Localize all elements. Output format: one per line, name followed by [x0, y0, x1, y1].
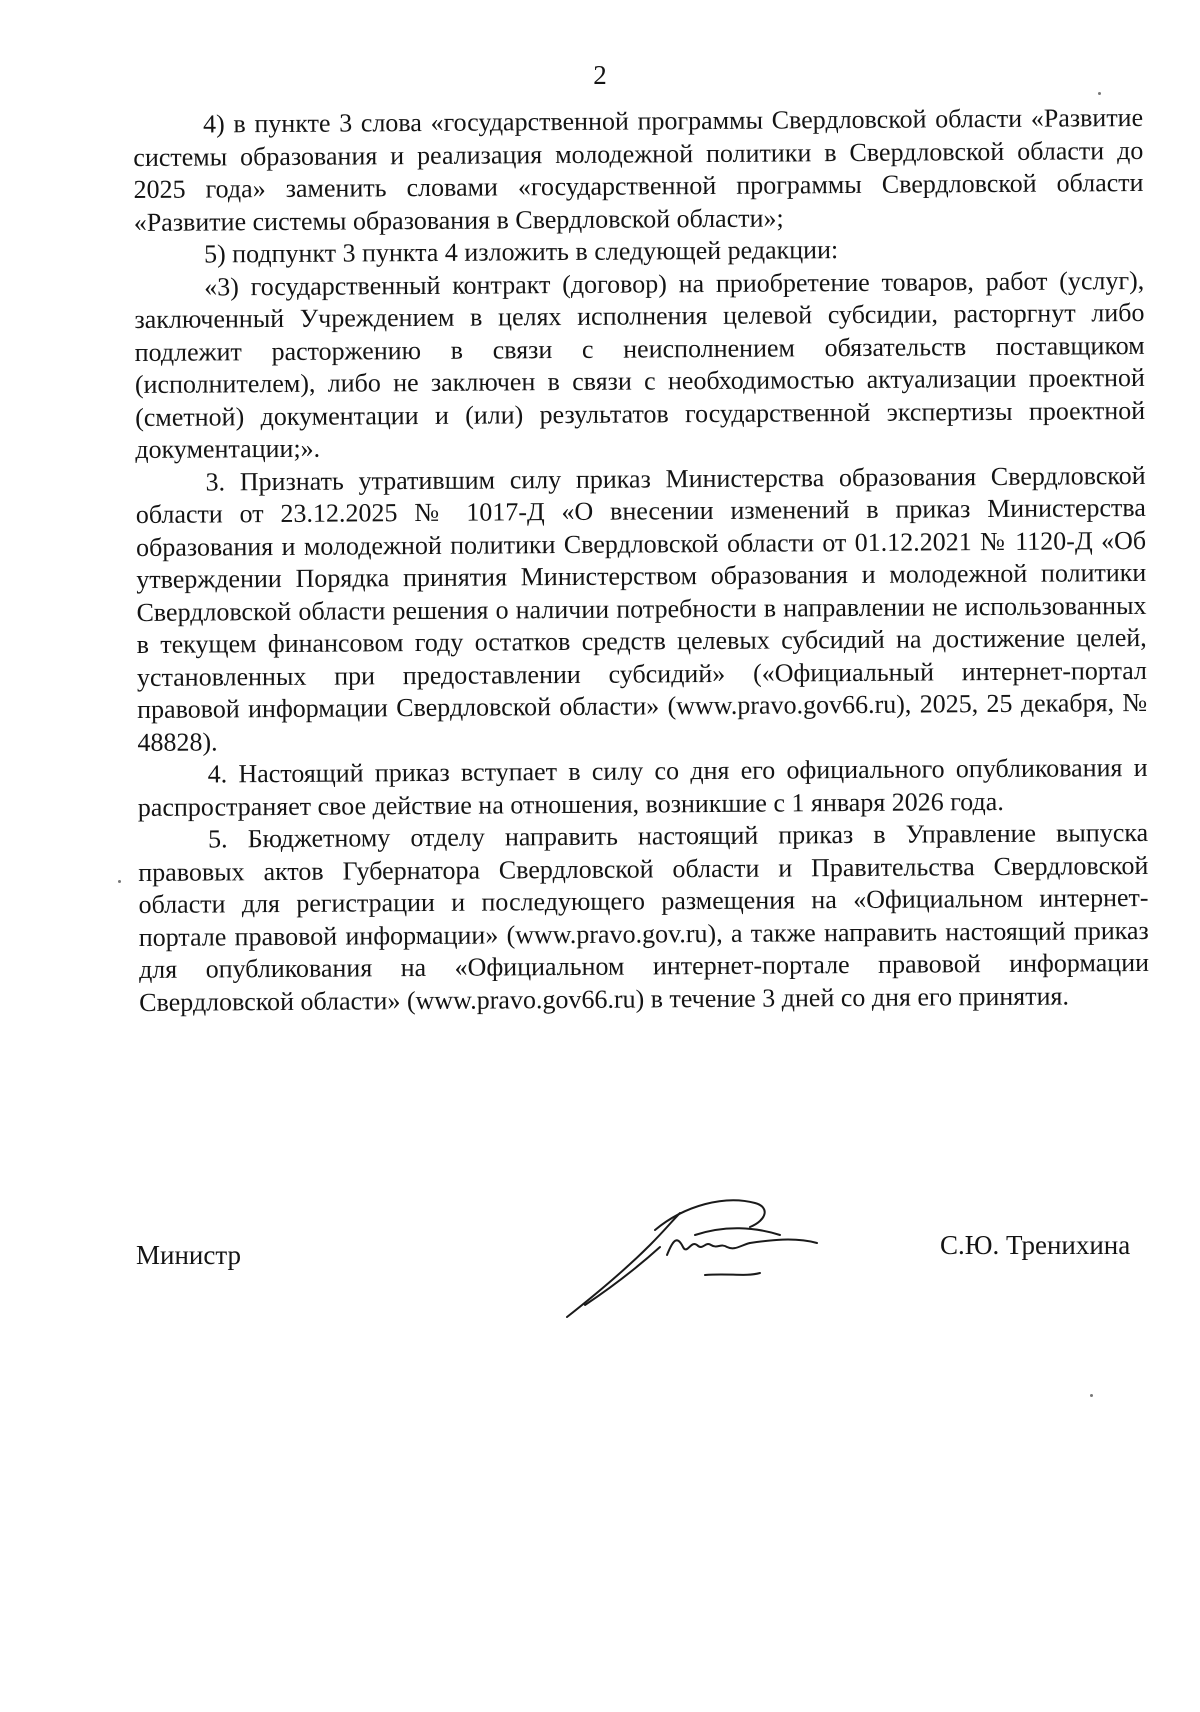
document-body	[133, 102, 1149, 1019]
paragraph-clause-4: 4. Настоящий приказ вступает в силу со дня его официального опубликования и распространяет свое действие на отношения, возникшие с 1 января 2026 года.	[137, 752, 1148, 822]
paragraph-clause-5: 5. Бюджетному отделу направить настоящий приказ в Управление выпуска правовых актов Губернатора Свердловской области и Правительства Свердловской области для регистрации и последующего размещения на «Официальном интернет-портале правовой информации» (www.pravo.gov.ru), а также направить настоящий приказ для опубликования на «Официальном интернет-портале правовой информации Свердловской области» (www.pravo.gov66.ru) в течение 3 дней со дня его принятия.	[138, 817, 1150, 1017]
paragraph-item-5: 5) подпункт 3 пункта 4 изложить в следующей редакции:	[203, 235, 839, 269]
paragraph-item-4: 4) в пункте 3 слова «государственной программы Свердловской области «Развитие системы образования и реализация молодежной политики в Свердловской области до 2025 года» заменить словами «государственной программы Свердловской области «Развитие системы образования в Свердловской области»;	[133, 102, 1144, 237]
signatory-name: С.Ю. Тренихина	[940, 1230, 1131, 1260]
scan-speck	[118, 880, 121, 883]
scan-speck	[1090, 1394, 1093, 1397]
scan-speck	[1098, 92, 1101, 95]
paragraph-clause-3: 3. Признать утратившим силу приказ Министерства образования Свердловской области от 23.12.2025 № 1017-Д «О внесении изменений в приказ Министерства образования и молодежной политики Свердловской области от 01.12.2021 № 1120-Д «Об утверждении Порядка принятия Министерством образования и молодежной политики Свердловской области решения о наличии потребности в направлении не использованных в текущем финансовом году остатков средств целевых субсидий на достижение целей, установленных при предоставлении субсидий» («Официальный интернет-портал правовой информации Свердловской области» (www.pravo.gov66.ru), 2025, 25 декабря, № 48828).	[135, 460, 1148, 757]
signatory-role: Министр	[136, 1240, 241, 1270]
paragraph-quoted-subitem-3: «3) государственный контракт (договор) на приобретение товаров, работ (услуг), заключенный Учреждением в целях исполнения целевой субсидии, расторгнут либо подлежит расторжению в связи с неисполнением обязательств поставщиком (исполнителем), либо не заключен в связи с необходимостью актуализации проектной (сметной) документации и (или) результатов государственной экспертизы проектной документации;».	[134, 265, 1146, 464]
page-number: 2	[593, 60, 607, 90]
handwritten-signature	[555, 1185, 825, 1325]
